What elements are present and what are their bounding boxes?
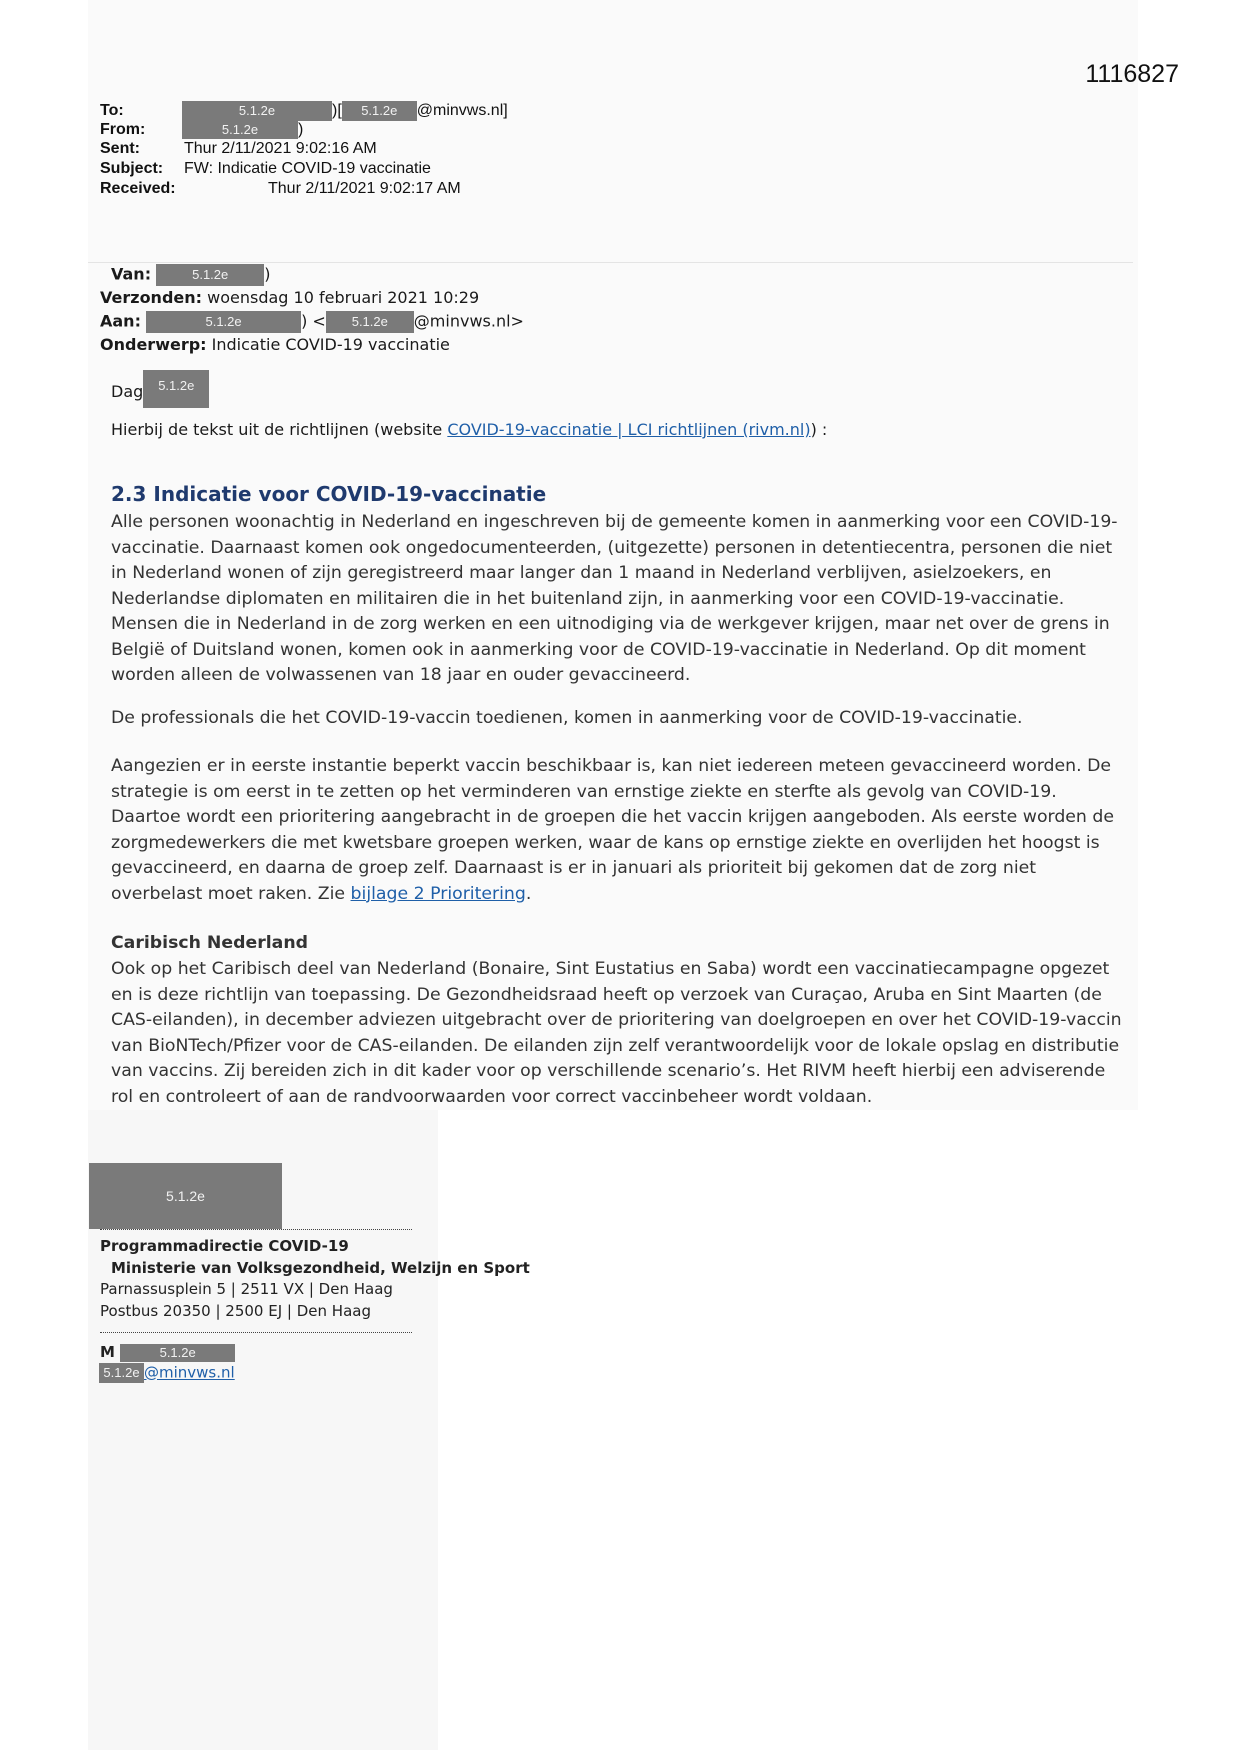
intro-text: Hierbij de tekst uit de richtlijnen (website — [111, 420, 448, 439]
header-from-row — [100, 121, 303, 139]
redaction-box: 5.1.2e — [89, 1163, 282, 1229]
redaction-box: 5.1.2e — [156, 264, 264, 286]
header-to-row — [100, 101, 508, 121]
signature-ministry: Ministerie van Volksgezondheid, Welzijn en Sport — [111, 1259, 530, 1277]
redaction-box: 5.1.2e — [182, 121, 298, 139]
greeting-text: Dag — [111, 382, 144, 401]
subject-value: FW: Indicatie COVID-19 vaccinatie — [184, 160, 431, 177]
van-label: Van: — [111, 264, 152, 284]
signature-mobile-row — [100, 1343, 235, 1362]
signature-email-link[interactable]: @minvws.nl — [144, 1363, 235, 1382]
header-sent-row — [100, 140, 377, 158]
paragraph-4 — [111, 957, 1131, 1110]
redaction-box: 5.1.2e — [182, 101, 332, 121]
signature-name-redaction — [89, 1163, 282, 1229]
aan-separator: ) < — [301, 311, 326, 331]
onderwerp-value: Indicatie COVID-19 vaccinatie — [211, 335, 450, 354]
from-label: From: — [100, 121, 146, 139]
sent-value: Thur 2/11/2021 9:02:16 AM — [184, 140, 377, 157]
to-separator: )[ — [332, 102, 342, 120]
van-suffix: ) — [264, 264, 271, 284]
signature-postbus: Postbus 20350 | 2500 EJ | Den Haag — [100, 1302, 371, 1320]
mobile-label: M — [100, 1343, 115, 1361]
forward-van-row — [111, 264, 270, 286]
to-email-suffix: @minvws.nl] — [416, 102, 508, 120]
redaction-box: 5.1.2e — [143, 370, 209, 408]
signature-divider-bottom — [100, 1332, 412, 1333]
received-label: Received: — [100, 180, 176, 197]
intro-text-end: ) : — [810, 420, 828, 439]
paragraph-2-text: De professionals die het COVID-19-vaccin toedienen, komen in aanmerking voor de COVID-19-vaccinatie. — [111, 708, 1023, 728]
section-title: 2.3 Indicatie voor COVID-19-vaccinatie — [111, 482, 547, 506]
redaction-box: 5.1.2e — [146, 311, 301, 333]
paragraph-3 — [111, 754, 1131, 907]
lci-guidelines-link[interactable]: COVID-19-vaccinatie | LCI richtlijnen (rivm.nl) — [447, 420, 811, 439]
signature-email-row — [99, 1363, 235, 1383]
to-label: To: — [100, 102, 124, 120]
intro-line — [111, 420, 827, 439]
from-suffix: ) — [298, 121, 304, 139]
paragraph-3-text: Aangezien er in eerste instantie beperkt vaccin beschikbaar is, kan niet iedereen meteen gevaccineerd worden. De strategie is om eerst in te zetten op het verminderen van ernstige ziekte en sterfte als gevolg van COVID-19. Daartoe wordt een prioritering aangebracht in de groepen die het vaccin krijgen aangeboden. Als eerste worden de zorgmedewerkers die met kwetsbare groepen werken, waar de kans op ernstige ziekte en overlijden het hoogst is gevaccineerd, en daarna de groep zelf. Daarnaast is er in januari als prioriteit bij gekomen dat de zorg niet overbelast moet raken. Zie — [111, 756, 1114, 904]
aan-email-suffix: @minvws.nl> — [413, 311, 524, 331]
redaction-box: 5.1.2e — [99, 1363, 144, 1383]
bijlage-prioritering-link[interactable]: bijlage 2 Prioritering — [350, 883, 526, 904]
subject-label: Subject: — [100, 160, 164, 177]
subsection-title: Caribisch Nederland — [111, 933, 308, 953]
paragraph-3-end: . — [525, 883, 532, 904]
redaction-box: 5.1.2e — [326, 311, 414, 333]
received-value: Thur 2/11/2021 9:02:17 AM — [268, 180, 461, 197]
paragraph-1 — [111, 510, 1131, 689]
verzonden-value: woensdag 10 februari 2021 10:29 — [207, 288, 480, 307]
document-id: 1116827 — [1085, 60, 1179, 88]
onderwerp-label: Onderwerp: — [100, 335, 207, 354]
header-subject-row — [100, 160, 431, 178]
forward-verzonden-row — [100, 288, 479, 307]
signature-org: Programmadirectie COVID-19 — [100, 1237, 349, 1255]
redaction-box: 5.1.2e — [120, 1344, 235, 1362]
header-received-row — [100, 180, 461, 198]
forward-onderwerp-row — [100, 335, 450, 354]
sent-label: Sent: — [100, 140, 140, 157]
redaction-box: 5.1.2e — [342, 101, 417, 121]
aan-label: Aan: — [100, 311, 141, 331]
signature-address: Parnassusplein 5 | 2511 VX | Den Haag — [100, 1280, 393, 1298]
greeting — [111, 370, 209, 408]
header-divider — [88, 262, 1133, 263]
signature-divider-top — [100, 1229, 412, 1230]
verzonden-label: Verzonden: — [100, 288, 203, 307]
paragraph-2 — [111, 706, 1131, 732]
forward-aan-row — [100, 311, 524, 333]
paragraph-1-text: Alle personen woonachtig in Nederland en ingeschreven bij de gemeente komen in aanmerking voor een COVID-19-vaccinatie. Daarnaast komen ook ongedocumenteerden, (uitgezette) personen in detentiecentra, personen die niet in Nederland wonen of zijn geregistreerd maar langer dan 1 maand in Nederland verblijven, asielzoekers, en Nederlandse diplomaten en militairen die in het buitenland zijn, in aanmerking voor een COVID-19-vaccinatie. Mensen die in Nederland in de zorg werken en een uitnodiging via de werkgever krijgen, maar net over de grens in België of Duitsland wonen, komen ook in aanmerking voor de COVID-19-vaccinatie in Nederland. Op dit moment worden alleen de volwassenen van 18 jaar en ouder gevaccineerd. — [111, 512, 1118, 685]
paragraph-4-text: Ook op het Caribisch deel van Nederland (Bonaire, Sint Eustatius en Saba) wordt een vaccinatiecampagne opgezet en is deze richtlijn van toepassing. De Gezondheidsraad heeft op verzoek van Curaçao, Aruba en Sint Maarten (de CAS-eilanden), in december adviezen uitgebracht over de prioritering van doelgroepen en over het COVID-19-vaccin van BioNTech/Pfizer voor de CAS-eilanden. De eilanden zijn zelf verantwoordelijk voor de lokale opslag en distributie van vaccins. Zij bereiden zich in dit kader voor op verschillende scenario’s. Het RIVM heeft hierbij een adviserende rol en controleert of aan de randvoorwaarden voor correct vaccinbeheer wordt voldaan. — [111, 959, 1122, 1107]
